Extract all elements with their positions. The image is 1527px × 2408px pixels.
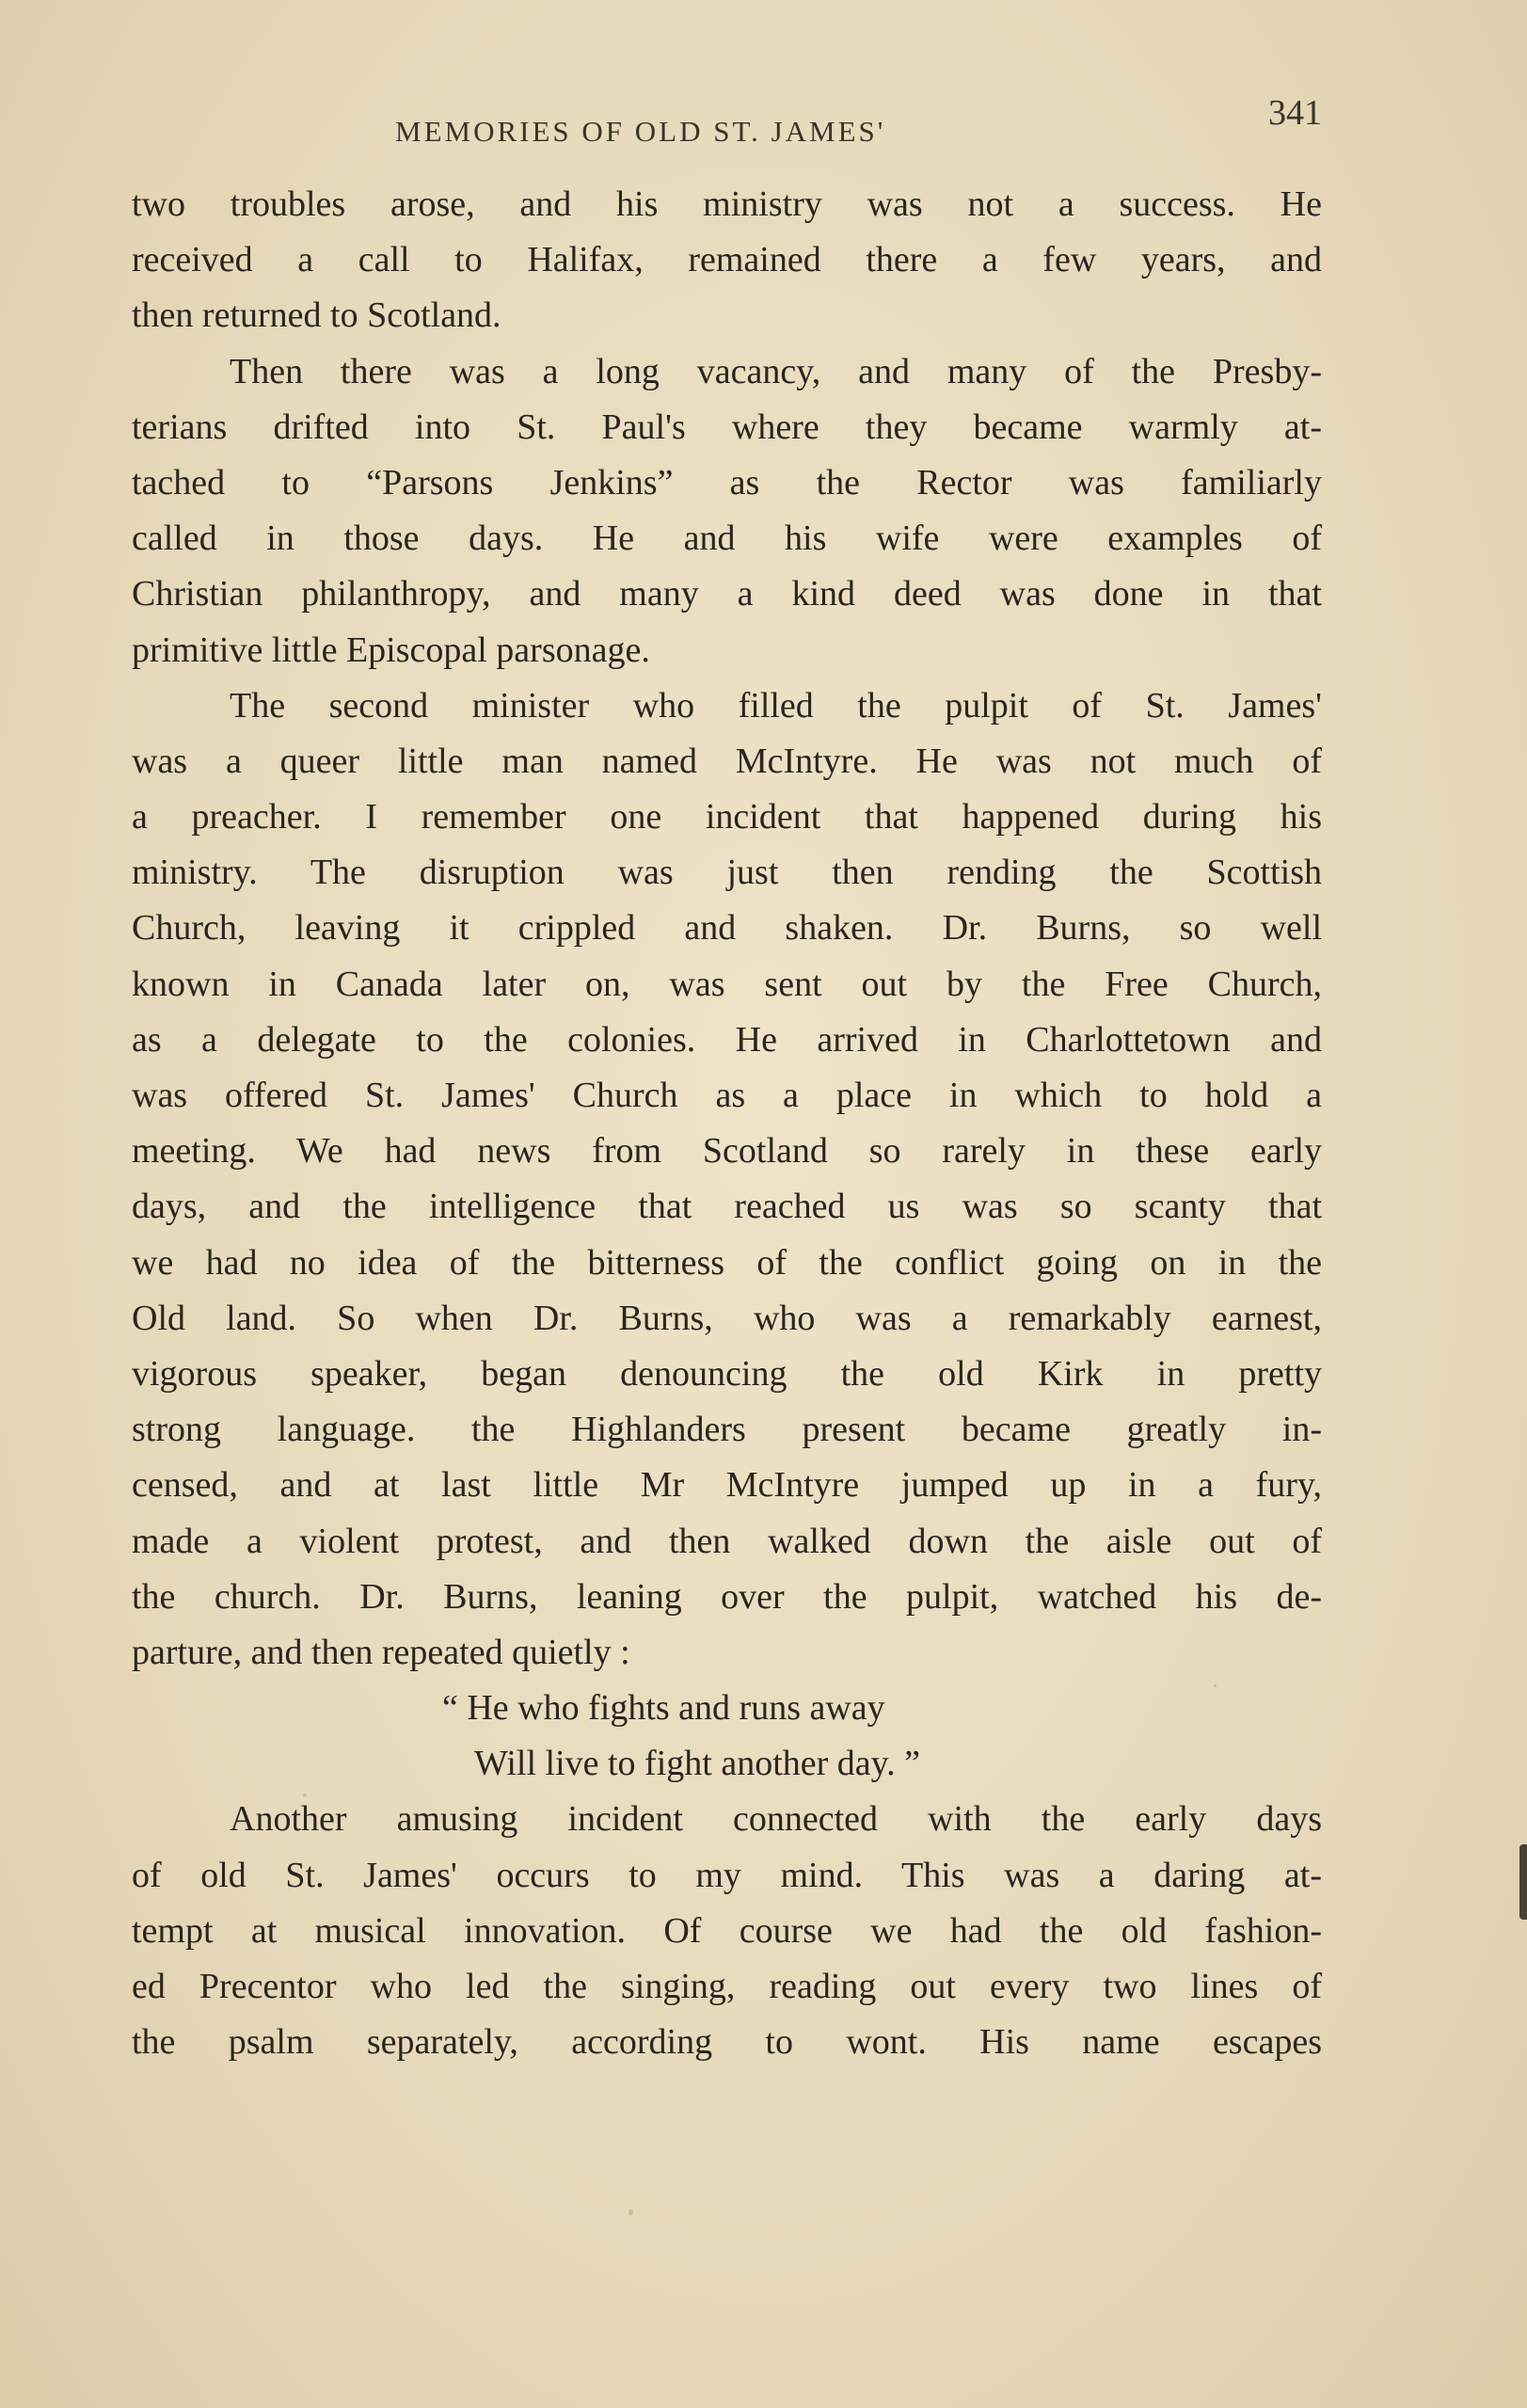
text-line: parture, and then repeated quietly : <box>132 1632 630 1672</box>
text-line: ministry. The disruption was just then rending the Scottish <box>132 853 1322 893</box>
text-line: Another amusing incident connected with the early days <box>230 1799 1322 1840</box>
text-line: we had no idea of the bitterness of the conflict going on in the <box>132 1242 1322 1283</box>
text-line: The second minister who filled the pulpit of St. James' <box>230 685 1322 726</box>
text-line: then returned to Scotland. <box>132 295 501 336</box>
text-line: tached to “Parsons Jenkins” as the Rector was familiarly <box>132 462 1322 502</box>
text-line: was a queer little man named McIntyre. He was not much of <box>132 741 1322 781</box>
text-line: was offered St. James' Church as a place in which to hold a <box>132 1076 1322 1115</box>
text-line: a preacher. I remember one incident that happened during his <box>132 797 1322 837</box>
text-line: the psalm separately, according to wont. His name escapes <box>132 2022 1322 2063</box>
text-line: days, and the intelligence that reached us was so scanty that <box>132 1187 1322 1227</box>
page-number: 341 <box>1268 93 1322 133</box>
text-line: Old land. So when Dr. Burns, who was a remarkably earnest, <box>132 1298 1322 1338</box>
verse-line: Will live to fight another day. ” <box>474 1744 921 1784</box>
text-line: meeting. We had news from Scotland so rarely in these early <box>132 1131 1322 1172</box>
verse-line: “ He who fights and runs away <box>442 1688 885 1729</box>
body-text <box>132 177 1322 2070</box>
text-line: Then there was a long vacancy, and many of the Presby- <box>230 351 1322 391</box>
text-line: ed Precentor who led the singing, reading out every two lines of <box>132 1967 1322 2006</box>
page-edge-mark <box>1519 1844 1527 1920</box>
text-line: received a call to Halifax, remained there a few years, and <box>132 240 1322 280</box>
text-line: of old St. James' occurs to my mind. This was a daring at- <box>132 1855 1322 1895</box>
text-line: made a violent protest, and then walked down the aisle out of <box>132 1521 1322 1561</box>
text-line: strong language. the Highlanders present became greatly in- <box>132 1410 1322 1450</box>
paper-speck <box>628 2209 633 2215</box>
text-line: known in Canada later on, was sent out by the Free Church, <box>132 964 1322 1004</box>
text-line: vigorous speaker, began denouncing the old Kirk in pretty <box>132 1353 1322 1394</box>
text-line: two troubles arose, and his ministry was not a success. He <box>132 184 1322 224</box>
text-line: terians drifted into St. Paul's where they became warmly at- <box>132 407 1322 447</box>
paper-speck <box>1214 1684 1217 1687</box>
text-line: called in those days. He and his wife were examples of <box>132 518 1322 559</box>
paper-speck <box>303 1794 307 1797</box>
text-line: primitive little Episcopal parsonage. <box>132 630 650 670</box>
running-head <box>132 87 1322 148</box>
text-line: Church, leaving it crippled and shaken. Dr. Burns, so well <box>132 908 1322 949</box>
running-title: MEMORIES OF OLD ST. JAMES' <box>395 115 886 148</box>
text-line: Christian philanthropy, and many a kind deed was done in that <box>132 574 1322 614</box>
text-line: tempt at musical innovation. Of course we had the old fashion- <box>132 1910 1322 1951</box>
text-line: the church. Dr. Burns, leaning over the pulpit, watched his de- <box>132 1576 1322 1617</box>
text-line: censed, and at last little Mr McIntyre jumped up in a fury, <box>132 1465 1322 1506</box>
text-line: as a delegate to the colonies. He arrived in Charlottetown and <box>132 1019 1322 1060</box>
